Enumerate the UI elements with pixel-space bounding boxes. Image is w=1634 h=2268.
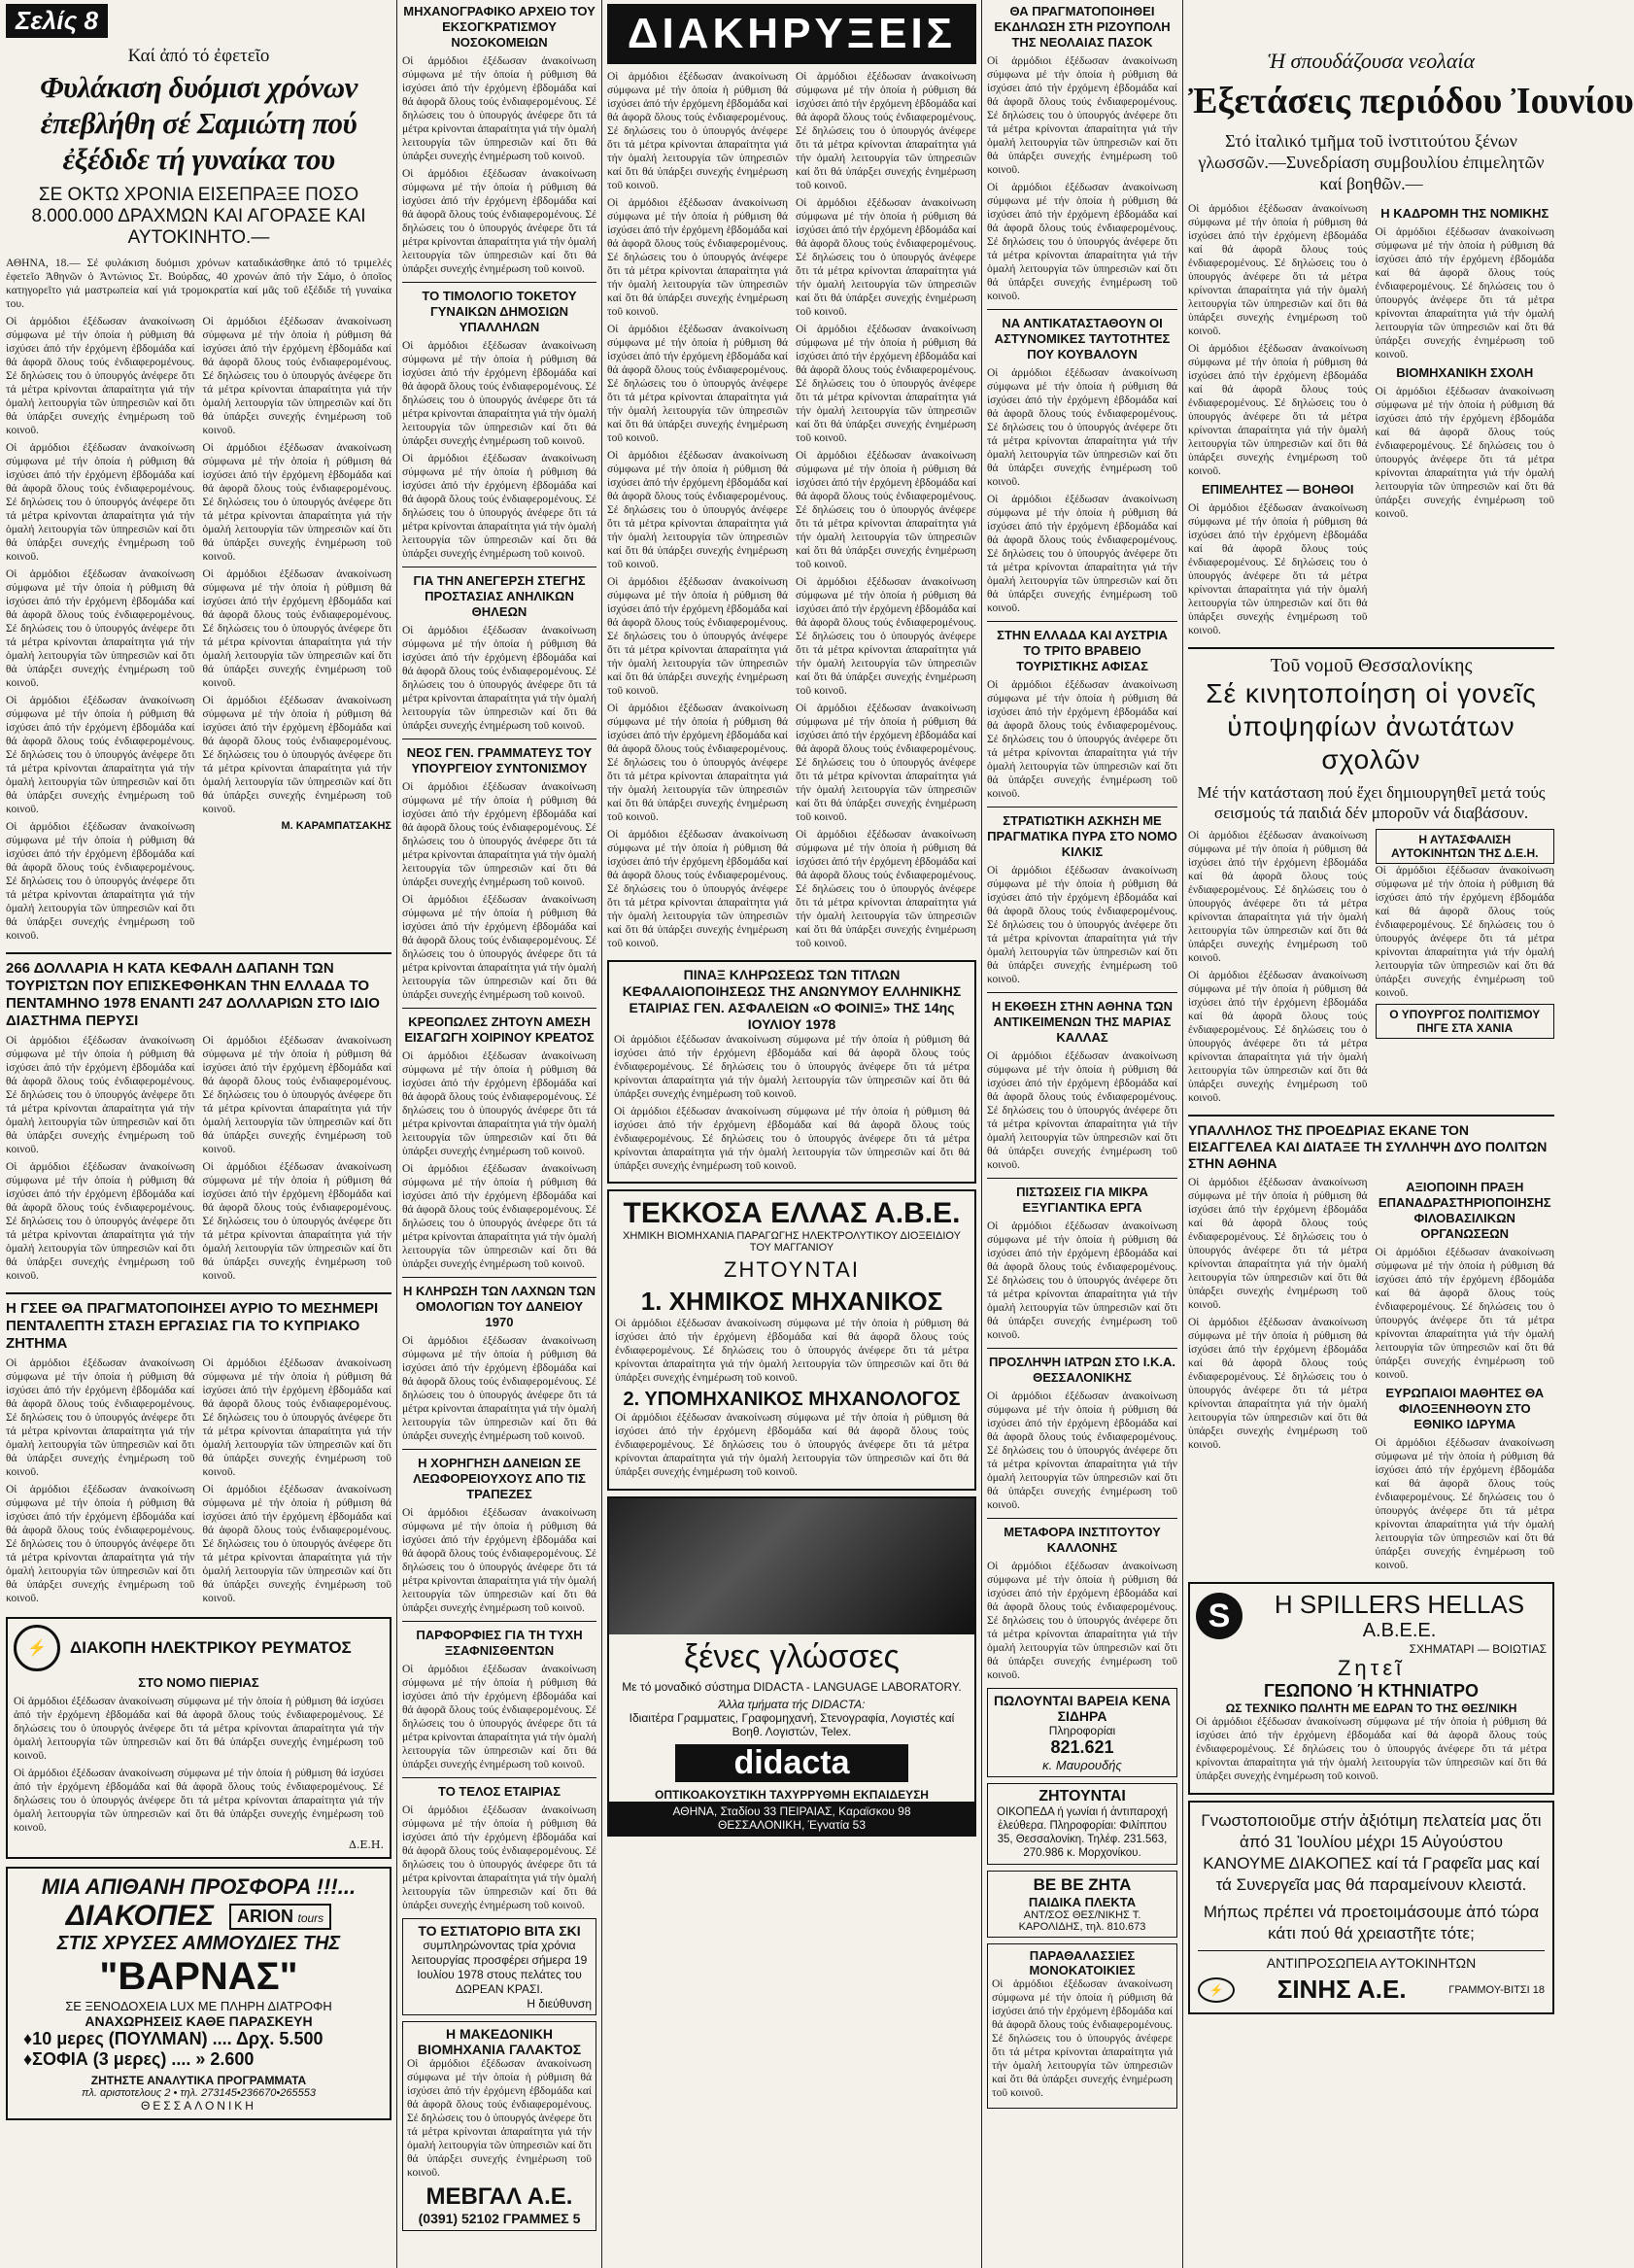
article-text: Οἱ ἀρμόδιοι ἐξέδωσαν ἀνακοίνωση σύμφωνα μέ τήν ὁποία ἡ ρύθμιση θά ἰσχύσει ἀπό τήν ἐρχόμενη ἑβδομάδα καί θά ἀφορᾶ ὅλους τούς ἐνδιαφερομένους. Σέ δηλώσεις του ὁ ὑπουργός ἀνέφερε ὅτι τά μέτρα κρίνονται ἀπαραίτητα γιά τήν ὁμαλή λειτουργία τῶν ὑπηρεσιῶν καί ὅτι θά ὑπάρξει συνεχής ἐνημέρωση τοῦ κοινοῦ. [614, 1034, 970, 1100]
dei-notice [6, 1617, 391, 1859]
article-text: Οἱ ἀρμόδιοι ἐξέδωσαν ἀνακοίνωση σύμφωνα μέ τήν ὁποία ἡ ρύθμιση θά ἰσχύσει ἀπό τήν ἐρχόμενη ἑβδομάδα καί θά ἀφορᾶ ὅλους τούς ἐνδιαφερομένους. Σέ δηλώσεις του ὁ ὑπουργός ἀνέφερε ὅτι τά μέτρα κρίνονται ἀπαραίτητα γιά τήν ὁμαλή λειτουργία τῶν ὑπηρεσιῶν καί ὅτι θά ὑπάρξει συνεχής ἐνημέρωση τοῦ κοινοῦ. [6, 1035, 195, 1155]
bebe-ad [987, 1871, 1177, 1938]
article-text: Οἱ ἀρμόδιοι ἐξέδωσαν ἀνακοίνωση σύμφωνα μέ τήν ὁποία ἡ ρύθμιση θά ἰσχύσει ἀπό τήν ἐρχόμενη ἑβδομάδα καί θά ἀφορᾶ ὅλους τούς ἐνδιαφερομένους. Σέ δηλώσεις του ὁ ὑπουργός ἀνέφερε ὅτι τά μέτρα κρίνονται ἀπαραίτητα γιά τήν ὁμαλή λειτουργία τῶν ὑπηρεσιῶν καί ὅτι θά ὑπάρξει συνεχής ἐνημέρωση τοῦ κοινοῦ. [987, 679, 1177, 800]
section-headline: ΜΕΤΑΦΟΡΑ ΙΝΣΤΙΤΟΥΤΟΥ ΚΑΛΛΟΝΗΣ [1004, 1525, 1161, 1555]
section-masthead: ΔΙΑΚΗΡΥΞΕΙΣ [607, 4, 976, 64]
article-text: Οἱ ἀρμόδιοι ἐξέδωσαν ἀνακοίνωση σύμφωνα μέ τήν ὁποία ἡ ρύθμιση θά ἰσχύσει ἀπό τήν ἐρχόμενη ἑβδομάδα καί θά ἀφορᾶ ὅλους τούς ἐνδιαφερομένους. Σέ δηλώσεις του ὁ ὑπουργός ἀνέφερε ὅτι τά μέτρα κρίνονται ἀπαραίτητα γιά τήν ὁμαλή λειτουργία τῶν ὑπηρεσιῶν καί ὅτι θά ὑπάρξει συνεχής ἐνημέρωση τοῦ κοινοῦ. [1188, 502, 1368, 636]
houses-ad [987, 1943, 1177, 2109]
section-headline: ΠΙΣΤΩΣΕΙΣ ΓΙΑ ΜΙΚΡΑ ΕΞΥΓΙΑΝΤΙΚΑ ΕΡΓΑ [1016, 1185, 1148, 1215]
article-text: Οἱ ἀρμόδιοι ἐξέδωσαν ἀνακοίνωση σύμφωνα μέ τήν ὁποία ἡ ρύθμιση θά ἰσχύσει ἀπό τήν ἐρχόμενη ἑβδομάδα καί θά ἀφορᾶ ὅλους τούς ἐνδιαφερομένους. Σέ δηλώσεις του ὁ ὑπουργός ἀνέφερε ὅτι τά μέτρα κρίνονται ἀπαραίτητα γιά τήν ὁμαλή λειτουργία τῶν ὑπηρεσιῶν καί ὅτι θά ὑπάρξει συνεχής ἐνημέρωση τοῦ κοινοῦ. [402, 340, 596, 447]
mevgal-ad [402, 2021, 596, 2231]
article-subhead: Στό ἰταλικό τμῆμα τοῦ ἰνστιτούτου ξένων γλωσσῶν.—Συνεδρίαση συμβουλίου ἐπιμελητῶν καί βοηθῶν.— [1198, 131, 1545, 193]
ad-title: Η ΜΑΚΕΔΟΝΙΚΗ ΒΙΟΜΗΧΑΝΙΑ ΓΑΛΑΚΤΟΣ [417, 2026, 582, 2057]
section-headline: ΝΕΟΣ ΓΕΝ. ΓΡΑΜΜΑΤΕΥΣ ΤΟΥ ΥΠΟΥΡΓΕΙΟΥ ΣΥΝΤΟΝΙΣΜΟΥ [406, 745, 593, 775]
ad-line: ΔΙΑΚΟΠΕΣ [65, 1900, 215, 1932]
ad-line: ΖΗΤΗΣΤΕ ΑΝΑΛΥΤΙΚΑ ΠΡΟΓΡΑΜΜΑΤΑ [90, 2074, 307, 2087]
article-text: Οἱ ἀρμόδιοι ἐξέδωσαν ἀνακοίνωση σύμφωνα μέ τήν ὁποία ἡ ρύθμιση θά ἰσχύσει ἀπό τήν ἐρχόμενη ἑβδομάδα καί θά ἀφορᾶ ὅλους τούς ἐνδιαφερομένους. Σέ δηλώσεις του ὁ ὑπουργός ἀνέφερε ὅτι τά μέτρα κρίνονται ἀπαραίτητα γιά τήν ὁμαλή λειτουργία τῶν ὑπηρεσιῶν καί ὅτι θά ὑπάρξει συνεχής ἐνημέρωση τοῦ κοινοῦ. [14, 1768, 384, 1834]
article-subhead: ΣΕ ΟΚΤΩ ΧΡΟΝΙΑ ΕΙΣΕΠΡΑΞΕ ΠΟΣΟ 8.000.000 ΔΡΑΧΜΩΝ ΚΑΙ ΑΓΟΡΑΣΕ ΚΑΙ ΑΥΤΟΚΙΝΗΤΟ.— [31, 185, 366, 248]
opel-logo-icon: ⚡ [1198, 1977, 1235, 2003]
article-text: Οἱ ἀρμόδιοι ἐξέδωσαν ἀνακοίνωση σύμφωνα μέ τήν ὁποία ἡ ρύθμιση θά ἰσχύσει ἀπό τήν ἐρχόμενη ἑβδομάδα καί θά ἀφορᾶ ὅλους τούς ἐνδιαφερομένους. Σέ δηλώσεις του ὁ ὑπουργός ἀνέφερε ὅτι τά μέτρα κρίνονται ἀπαραίτητα γιά τήν ὁμαλή λειτουργία τῶν ὑπηρεσιῶν καί ὅτι θά ὑπάρξει συνεχής ἐνημέρωση τοῦ κοινοῦ. [407, 2058, 592, 2179]
article-text: Οἱ ἀρμόδιοι ἐξέδωσαν ἀνακοίνωση σύμφωνα μέ τήν ὁποία ἡ ρύθμιση θά ἰσχύσει ἀπό τήν ἐρχόμενη ἑβδομάδα καί θά ἀφορᾶ ὅλους τούς ἐνδιαφερομένους. Σέ δηλώσεις του ὁ ὑπουργός ἀνέφερε ὅτι τά μέτρα κρίνονται ἀπαραίτητα γιά τήν ὁμαλή λειτουργία τῶν ὑπηρεσιῶν καί ὅτι θά ὑπάρξει συνεχής ἐνημέρωση τοῦ κοινοῦ. [1196, 1716, 1547, 1782]
article-text: Οἱ ἀρμόδιοι ἐξέδωσαν ἀνακοίνωση σύμφωνα μέ τήν ὁποία ἡ ρύθμιση θά ἰσχύσει ἀπό τήν ἐρχόμενη ἑβδομάδα καί θά ἀφορᾶ ὅλους τούς ἐνδιαφερομένους. Σέ δηλώσεις του ὁ ὑπουργός ἀνέφερε ὅτι τά μέτρα κρίνονται ἀπαραίτητα γιά τήν ὁμαλή λειτουργία τῶν ὑπηρεσιῶν καί ὅτι θά ὑπάρξει συνεχής ἐνημέρωση τοῦ κοινοῦ. [607, 197, 788, 318]
article-text: Οἱ ἀρμόδιοι ἐξέδωσαν ἀνακοίνωση σύμφωνα μέ τήν ὁποία ἡ ρύθμιση θά ἰσχύσει ἀπό τήν ἐρχόμενη ἑβδομάδα καί θά ἀφορᾶ ὅλους τούς ἐνδιαφερομένους. Σέ δηλώσεις του ὁ ὑπουργός ἀνέφερε ὅτι τά μέτρα κρίνονται ἀπαραίτητα γιά τήν ὁμαλή λειτουργία τῶν ὑπηρεσιῶν καί ὅτι θά ὑπάρξει συνεχής ἐνημέρωση τοῦ κοινοῦ. [6, 442, 195, 563]
ad-body: ΟΙΚΟΠΕΔΑ ή γωνίαι ή ἀντιπαροχή ἐλεύθερα. Πληροφορίαι: Φιλίππου 35, Θεσσαλονίκη. Τηλέφ. 231.563, 270.986 κ. Μορχονίκου. [997, 1806, 1168, 1859]
ad-address: ΘΕΣΣΑΛΟΝΙΚΗ, Έγνατία 53 [718, 1818, 866, 1832]
article-text: Οἱ ἀρμόδιοι ἐξέδωσαν ἀνακοίνωση σύμφωνα μέ τήν ὁποία ἡ ρύθμιση θά ἰσχύσει ἀπό τήν ἐρχόμενη ἑβδομάδα καί θά ἀφορᾶ ὅλους τούς ἐνδιαφερομένους. Σέ δηλώσεις του ὁ ὑπουργός ἀνέφερε ὅτι τά μέτρα κρίνονται ἀπαραίτητα γιά τήν ὁμαλή λειτουργία τῶν ὑπηρεσιῶν καί ὅτι θά ὑπάρξει συνεχής ἐνημέρωση τοῦ κοινοῦ. [987, 1391, 1177, 1511]
article-text: Οἱ ἀρμόδιοι ἐξέδωσαν ἀνακοίνωση σύμφωνα μέ τήν ὁποία ἡ ρύθμιση θά ἰσχύσει ἀπό τήν ἐρχόμενη ἑβδομάδα καί θά ἀφορᾶ ὅλους τούς ἐνδιαφερομένους. Σέ δηλώσεις του ὁ ὑπουργός ἀνέφερε ὅτι τά μέτρα κρίνονται ἀπαραίτητα γιά τήν ὁμαλή λειτουργία τῶν ὑπηρεσιῶν καί ὅτι θά ὑπάρξει συνεχής ἐνημέρωση τοῦ κοινοῦ. [202, 568, 391, 689]
article-text: Οἱ ἀρμόδιοι ἐξέδωσαν ἀνακοίνωση σύμφωνα μέ τήν ὁποία ἡ ρύθμιση θά ἰσχύσει ἀπό τήν ἐρχόμενη ἑβδομάδα καί θά ἀφορᾶ ὅλους τούς ἐνδιαφερομένους. Σέ δηλώσεις του ὁ ὑπουργός ἀνέφερε ὅτι τά μέτρα κρίνονται ἀπαραίτητα γιά τήν ὁμαλή λειτουργία τῶν ὑπηρεσιῶν καί ὅτι θά ὑπάρξει συνεχής ἐνημέρωση τοῦ κοινοῦ. [796, 71, 976, 191]
ad-line: ΑΝΑΧΩΡΗΣΕΙΣ ΚΑΘΕ ΠΑΡΑΣΚΕΥΗ [85, 2013, 313, 2029]
article-text: Οἱ ἀρμόδιοι ἐξέδωσαν ἀνακοίνωση σύμφωνα μέ τήν ὁποία ἡ ρύθμιση θά ἰσχύσει ἀπό τήν ἐρχόμενη ἑβδομάδα καί θά ἀφορᾶ ὅλους τούς ἐνδιαφερομένους. Σέ δηλώσεις του ὁ ὑπουργός ἀνέφερε ὅτι τά μέτρα κρίνονται ἀπαραίτητα γιά τήν ὁμαλή λειτουργία τῶν ὑπηρεσιῶν καί ὅτι θά ὑπάρξει συνεχής ἐνημέρωση τοῦ κοινοῦ. [402, 55, 596, 162]
ad-contact: ΑΝΤ/ΣΟΣ ΘΕΣ/ΝΙΚΗΣ Τ. ΚΑΡΟΛΙΔΗΣ, τηλ. 810.673 [1018, 1909, 1146, 1933]
dei-signature: Δ.Ε.Η. [348, 1838, 384, 1851]
column-2 [402, 0, 596, 2268]
arion-ad [6, 1867, 391, 2120]
article-text: Οἱ ἀρμόδιοι ἐξέδωσαν ἀνακοίνωση σύμφωνα μέ τήν ὁποία ἡ ρύθμιση θά ἰσχύσει ἀπό τήν ἐρχόμενη ἑβδομάδα καί θά ἀφορᾶ ὅλους τούς ἐνδιαφερομένους. Σέ δηλώσεις του ὁ ὑπουργός ἀνέφερε ὅτι τά μέτρα κρίνονται ἀπαραίτητα γιά τήν ὁμαλή λειτουργία τῶν ὑπηρεσιῶν καί ὅτι θά ὑπάρξει συνεχής ἐνημέρωση τοῦ κοινοῦ. [607, 829, 788, 949]
article-text: Οἱ ἀρμόδιοι ἐξέδωσαν ἀνακοίνωση σύμφωνα μέ τήν ὁποία ἡ ρύθμιση θά ἰσχύσει ἀπό τήν ἐρχόμενη ἑβδομάδα καί θά ἀφορᾶ ὅλους τούς ἐνδιαφερομένους. Σέ δηλώσεις του ὁ ὑπουργός ἀνέφερε ὅτι τά μέτρα κρίνονται ἀπαραίτητα γιά τήν ὁμαλή λειτουργία τῶν ὑπηρεσιῶν καί ὅτι θά ὑπάρξει συνεχής ἐνημέρωση τοῦ κοινοῦ. [202, 1161, 391, 1282]
article-text: Οἱ ἀρμόδιοι ἐξέδωσαν ἀνακοίνωση σύμφωνα μέ τήν ὁποία ἡ ρύθμιση θά ἰσχύσει ἀπό τήν ἐρχόμενη ἑβδομάδα καί θά ἀφορᾶ ὅλους τούς ἐνδιαφερομένους. Σέ δηλώσεις του ὁ ὑπουργός ἀνέφερε ὅτι τά μέτρα κρίνονται ἀπαραίτητα γιά τήν ὁμαλή λειτουργία τῶν ὑπηρεσιῶν καί ὅτι θά ὑπάρξει συνεχής ἐνημέρωση τοῦ κοινοῦ. [1375, 1247, 1554, 1381]
article-text: Οἱ ἀρμόδιοι ἐξέδωσαν ἀνακοίνωση σύμφωνα μέ τήν ὁποία ἡ ρύθμιση θά ἰσχύσει ἀπό τήν ἐρχόμενη ἑβδομάδα καί θά ἀφορᾶ ὅλους τούς ἐνδιαφερομένους. Σέ δηλώσεις του ὁ ὑπουργός ἀνέφερε ὅτι τά μέτρα κρίνονται ἀπαραίτητα γιά τήν ὁμαλή λειτουργία τῶν ὑπηρεσιῶν καί ὅτι θά ὑπάρξει συνεχής ἐνημέρωση τοῦ κοινοῦ. [402, 781, 596, 888]
article-text: Οἱ ἀρμόδιοι ἐξέδωσαν ἀνακοίνωση σύμφωνα μέ τήν ὁποία ἡ ρύθμιση θά ἰσχύσει ἀπό τήν ἐρχόμενη ἑβδομάδα καί θά ἀφορᾶ ὅλους τούς ἐνδιαφερομένους. Σέ δηλώσεις του ὁ ὑπουργός ἀνέφερε ὅτι τά μέτρα κρίνονται ἀπαραίτητα γιά τήν ὁμαλή λειτουργία τῶν ὑπηρεσιῶν καί ὅτι θά ὑπάρξει συνεχής ἐνημέρωση τοῦ κοινοῦ. [987, 1561, 1177, 1681]
section-headline: ΜΗΧΑΝΟΓΡΑΦΙΚΟ ΑΡΧΕΙΟ ΤΟΥ ΕΚΣΟΓΚΡΑΤΙΣΜΟΥ ΝΟΣΟΚΟΜΕΙΩΝ [403, 4, 596, 50]
article-text: Οἱ ἀρμόδιοι ἐξέδωσαν ἀνακοίνωση σύμφωνα μέ τήν ὁποία ἡ ρύθμιση θά ἰσχύσει ἀπό τήν ἐρχόμενη ἑβδομάδα καί θά ἀφορᾶ ὅλους τούς ἐνδιαφερομένους. Σέ δηλώσεις του ὁ ὑπουργός ἀνέφερε ὅτι τά μέτρα κρίνονται ἀπαραίτητα γιά τήν ὁμαλή λειτουργία τῶν ὑπηρεσιῶν καί ὅτι θά ὑπάρξει συνεχής ἐνημέρωση τοῦ κοινοῦ. [6, 568, 195, 689]
article-text: Οἱ ἀρμόδιοι ἐξέδωσαν ἀνακοίνωση σύμφωνα μέ τήν ὁποία ἡ ρύθμιση θά ἰσχύσει ἀπό τήν ἐρχόμενη ἑβδομάδα καί θά ἀφορᾶ ὅλους τούς ἐνδιαφερομένους. Σέ δηλώσεις του ὁ ὑπουργός ἀνέφερε ὅτι τά μέτρα κρίνονται ἀπαραίτητα γιά τήν ὁμαλή λειτουργία τῶν ὑπηρεσιῶν καί ὅτι θά ὑπάρξει συνεχής ἐνημέρωση τοῦ κοινοῦ. [1375, 386, 1554, 520]
article-text: Οἱ ἀρμόδιοι ἐξέδωσαν ἀνακοίνωση σύμφωνα μέ τήν ὁποία ἡ ρύθμιση θά ἰσχύσει ἀπό τήν ἐρχόμενη ἑβδομάδα καί θά ἀφορᾶ ὅλους τούς ἐνδιαφερομένους. Σέ δηλώσεις του ὁ ὑπουργός ἀνέφερε ὅτι τά μέτρα κρίνονται ἀπαραίτητα γιά τήν ὁμαλή λειτουργία τῶν ὑπηρεσιῶν καί ὅτι θά ὑπάρξει συνεχής ἐνημέρωση τοῦ κοινοῦ. [202, 1357, 391, 1478]
didacta-logo: didacta [675, 1744, 908, 1782]
section-headline: Η ΕΚΘΕΣΗ ΣΤΗΝ ΑΘΗΝΑ ΤΩΝ ΑΝΤΙΚΕΙΜΕΝΩΝ ΤΗΣ ΜΑΡΙΑΣ ΚΑΛΛΑΣ [991, 999, 1174, 1045]
article-text: Οἱ ἀρμόδιοι ἐξέδωσαν ἀνακοίνωση σύμφωνα μέ τήν ὁποία ἡ ρύθμιση θά ἰσχύσει ἀπό τήν ἐρχόμενη ἑβδομάδα καί θά ἀφορᾶ ὅλους τούς ἐνδιαφερομένους. Σέ δηλώσεις του ὁ ὑπουργός ἀνέφερε ὅτι τά μέτρα κρίνονται ἀπαραίτητα γιά τήν ὁμαλή λειτουργία τῶν ὑπηρεσιῶν καί ὅτι θά ὑπάρξει συνεχής ἐνημέρωση τοῦ κοινοῦ. [202, 1035, 391, 1155]
byline: Μ. ΚΑΡΑΜΠΑΤΣΑΚΗΣ [281, 820, 391, 832]
article-kicker: Ἡ σπουδάζουσα νεολαία [1267, 49, 1476, 73]
article-text: Οἱ ἀρμόδιοι ἐξέδωσαν ἀνακοίνωση σύμφωνα μέ τήν ὁποία ἡ ρύθμιση θά ἰσχύσει ἀπό τήν ἐρχόμενη ἑβδομάδα καί θά ἀφορᾶ ὅλους τούς ἐνδιαφερομένους. Σέ δηλώσεις του ὁ ὑπουργός ἀνέφερε ὅτι τά μέτρα κρίνονται ἀπαραίτητα γιά τήν ὁμαλή λειτουργία τῶν ὑπηρεσιῶν καί ὅτι θά ὑπάρξει συνεχής ἐνημέρωση τοῦ κοινοῦ. [796, 450, 976, 570]
article-text: Οἱ ἀρμόδιοι ἐξέδωσαν ἀνακοίνωση σύμφωνα μέ τήν ὁποία ἡ ρύθμιση θά ἰσχύσει ἀπό τήν ἐρχόμενη ἑβδομάδα καί θά ἀφορᾶ ὅλους τούς ἐνδιαφερομένους. Σέ δηλώσεις του ὁ ὑπουργός ἀνέφερε ὅτι τά μέτρα κρίνονται ἀπαραίτητα γιά τήν ὁμαλή λειτουργία τῶν ὑπηρεσιῶν καί ὅτι θά ὑπάρξει συνεχής ἐνημέρωση τοῦ κοινοῦ. [202, 316, 391, 436]
article-text: Οἱ ἀρμόδιοι ἐξέδωσαν ἀνακοίνωση σύμφωνα μέ τήν ὁποία ἡ ρύθμιση θά ἰσχύσει ἀπό τήν ἐρχόμενη ἑβδομάδα καί θά ἀφορᾶ ὅλους τούς ἐνδιαφερομένους. Σέ δηλώσεις του ὁ ὑπουργός ἀνέφερε ὅτι τά μέτρα κρίνονται ἀπαραίτητα γιά τήν ὁμαλή λειτουργία τῶν ὑπηρεσιῶν καί ὅτι θά ὑπάρξει συνεχής ἐνημέρωση τοῦ κοινοῦ. [607, 324, 788, 444]
article-text: Οἱ ἀρμόδιοι ἐξέδωσαν ἀνακοίνωση σύμφωνα μέ τήν ὁποία ἡ ρύθμιση θά ἰσχύσει ἀπό τήν ἐρχόμενη ἑβδομάδα καί θά ἀφορᾶ ὅλους τούς ἐνδιαφερομένους. Σέ δηλώσεις του ὁ ὑπουργός ἀνέφερε ὅτι τά μέτρα κρίνονται ἀπαραίτητα γιά τήν ὁμαλή λειτουργία τῶν ὑπηρεσιῶν καί ὅτι θά ὑπάρξει συνεχής ἐνημέρωση τοῦ κοινοῦ. [1188, 1317, 1368, 1451]
column-4 [987, 0, 1177, 2268]
article-text: Οἱ ἀρμόδιοι ἐξέδωσαν ἀνακοίνωση σύμφωνα μέ τήν ὁποία ἡ ρύθμιση θά ἰσχύσει ἀπό τήν ἐρχόμενη ἑβδομάδα καί θά ἀφορᾶ ὅλους τούς ἐνδιαφερομένους. Σέ δηλώσεις του ὁ ὑπουργός ἀνέφερε ὅτι τά μέτρα κρίνονται ἀπαραίτητα γιά τήν ὁμαλή λειτουργία τῶν ὑπηρεσιῶν καί ὅτι θά ὑπάρξει συνεχής ἐνημέρωση τοῦ κοινοῦ. [6, 1161, 195, 1282]
article-text: Οἱ ἀρμόδιοι ἐξέδωσαν ἀνακοίνωση σύμφωνα μέ τήν ὁποία ἡ ρύθμιση θά ἰσχύσει ἀπό τήν ἐρχόμενη ἑβδομάδα καί θά ἀφορᾶ ὅλους τούς ἐνδιαφερομένους. Σέ δηλώσεις του ὁ ὑπουργός ἀνέφερε ὅτι τά μέτρα κρίνονται ἀπαραίτητα γιά τήν ὁμαλή λειτουργία τῶν ὑπηρεσιῶν καί ὅτι θά ὑπάρξει συνεχής ἐνημέρωση τοῦ κοινοῦ. [1375, 226, 1554, 361]
boxed-headline: Ο ΥΠΟΥΡΓΟΣ ΠΟΛΙΤΙΣΜΟΥ ΠΗΓΕ ΣΤΑ ΧΑΝΙΑ [1376, 1004, 1555, 1039]
ad-job: 1. ΧΗΜΙΚΟΣ ΜΗΧΑΝΙΚΟΣ [640, 1287, 943, 1316]
ad-line: Πληροφορίαι [1048, 1724, 1116, 1737]
section-headline: ΒΙΟΜΗΧΑΝΙΚΗ ΣΧΟΛΗ [1396, 365, 1534, 380]
ad-body: Μήπως πρέπει νά προετοιμάσουμε ἀπό τώρα κάτι πού θά χρειαστῆτε τότε; [1203, 1903, 1540, 1942]
boxed-headline: Η ΑΥΤΑΣΦΑΛΙΣΗ ΑΥΤΟΚΙΝΗΤΩΝ ΤΗΣ Δ.Ε.Η. [1376, 829, 1555, 864]
section-headline: ΤΟ ΤΙΜΟΛΟΓΙΟ ΤΟΚΕΤΟΥ ΓΥΝΑΙΚΩΝ ΔΗΜΟΣΙΩΝ ΥΠΑΛΛΗΛΩΝ [422, 289, 577, 334]
gsee-headline: Η ΓΣΕΕ ΘΑ ΠΡΑΓΜΑΤΟΠΟΙΗΣΕΙ ΑΥΡΙΟ ΤΟ ΜΕΣΗΜΕΡΙ ΠΕΝΤΑΛΕΠΤΗ ΣΤΑΣΗ ΕΡΓΑΣΙΑΣ ΓΙΑ ΤΟ ΚΥΠΡΙΑΚΟ ΖΗΤΗΜΑ [6, 1300, 379, 1352]
article-text: Οἱ ἀρμόδιοι ἐξέδωσαν ἀνακοίνωση σύμφωνα μέ τήν ὁποία ἡ ρύθμιση θά ἰσχύσει ἀπό τήν ἐρχόμενη ἑβδομάδα καί θά ἀφορᾶ ὅλους τούς ἐνδιαφερομένους. Σέ δηλώσεις του ὁ ὑπουργός ἀνέφερε ὅτι τά μέτρα κρίνονται ἀπαραίτητα γιά τήν ὁμαλή λειτουργία τῶν ὑπηρεσιῶν καί ὅτι θά ὑπάρξει συνεχής ἐνημέρωση τοῦ κοινοῦ. [607, 703, 788, 823]
article-text: Οἱ ἀρμόδιοι ἐξέδωσαν ἀνακοίνωση σύμφωνα μέ τήν ὁποία ἡ ρύθμιση θά ἰσχύσει ἀπό τήν ἐρχόμενη ἑβδομάδα καί θά ἀφορᾶ ὅλους τούς ἐνδιαφερομένους. Σέ δηλώσεις του ὁ ὑπουργός ἀνέφερε ὅτι τά μέτρα κρίνονται ἀπαραίτητα γιά τήν ὁμαλή λειτουργία τῶν ὑπηρεσιῶν καί ὅτι θά ὑπάρξει συνεχής ἐνημέρωση τοῦ κοινοῦ. [402, 1507, 596, 1614]
ad-line: ΘΕΣΣΑΛΟΝΙΚΗ [141, 2099, 256, 2113]
ad-line: "ΒΑΡΝΑΣ" [99, 1955, 298, 1998]
column-5 [1188, 0, 1634, 2268]
section-headline: ΑΞΙΟΠΟΙΝΗ ΠΡΑΞΗ ΕΠΑΝΑΔΡΑΣΤΗΡΙΟΠΟΙΗΣΗΣ ΦΙΛΟΒΑΣΙΛΙΚΩΝ ΟΡΓΑΝΩΣΕΩΝ [1378, 1180, 1551, 1241]
article-text: Οἱ ἀρμόδιοι ἐξέδωσαν ἀνακοίνωση σύμφωνα μέ τήν ὁποία ἡ ρύθμιση θά ἰσχύσει ἀπό τήν ἐρχόμενη ἑβδομάδα καί θά ἀφορᾶ ὅλους τούς ἐνδιαφερομένους. Σέ δηλώσεις του ὁ ὑπουργός ἀνέφερε ὅτι τά μέτρα κρίνονται ἀπαραίτητα γιά τήν ὁμαλή λειτουργία τῶν ὑπηρεσιῶν καί ὅτι θά ὑπάρξει συνεχής ἐνημέρωση τοῦ κοινοῦ. [202, 695, 391, 815]
article-text: Οἱ ἀρμόδιοι ἐξέδωσαν ἀνακοίνωση σύμφωνα μέ τήν ὁποία ἡ ρύθμιση θά ἰσχύσει ἀπό τήν ἐρχόμενη ἑβδομάδα καί θά ἀφορᾶ ὅλους τούς ἐνδιαφερομένους. Σέ δηλώσεις του ὁ ὑπουργός ἀνέφερε ὅτι τά μέτρα κρίνονται ἀπαραίτητα γιά τήν ὁμαλή λειτουργία τῶν ὑπηρεσιῶν καί ὅτι θά ὑπάρξει συνεχής ἐνημέρωση τοῦ κοινοῦ. [1375, 865, 1554, 999]
article-text: Οἱ ἀρμόδιοι ἐξέδωσαν ἀνακοίνωση σύμφωνα μέ τήν ὁποία ἡ ρύθμιση θά ἰσχύσει ἀπό τήν ἐρχόμενη ἑβδομάδα καί θά ἀφορᾶ ὅλους τούς ἐνδιαφερομένους. Σέ δηλώσεις του ὁ ὑπουργός ἀνέφερε ὅτι τά μέτρα κρίνονται ἀπαραίτητα γιά τήν ὁμαλή λειτουργία τῶν ὑπηρεσιῶν καί ὅτι θά ὑπάρξει συνεχής ἐνημέρωση τοῦ κοινοῦ. [987, 494, 1177, 614]
ad-brand: ΜΕΒΓΑΛ Α.Ε. [426, 2183, 573, 2210]
tourism-headline: 266 ΔΟΛΛΑΡΙΑ Η ΚΑΤΑ ΚΕΦΑΛΗ ΔΑΠΑΝΗ ΤΩΝ ΤΟΥΡΙΣΤΩΝ ΠΟΥ ΕΠΙΣΚΕΦΘΗΚΑΝ ΤΗΝ ΕΛΛΑΔΑ ΤΟ ΠΕΝΤΑΜΗΝΟ 1978 ΕΝΑΝΤΙ 247 ΔΟΛΛΑΡΙΩΝ ΣΤΟ ΙΔΙΟ ΔΙΑΣΤΗΜΑ ΠΕΡΥΣΙ [6, 960, 380, 1029]
ad-phone: 821.621 [1050, 1737, 1114, 1757]
article-text: Οἱ ἀρμόδιοι ἐξέδωσαν ἀνακοίνωση σύμφωνα μέ τήν ὁποία ἡ ρύθμιση θά ἰσχύσει ἀπό τήν ἐρχόμενη ἑβδομάδα καί θά ἀφορᾶ ὅλους τούς ἐνδιαφερομένους. Σέ δηλώσεις του ὁ ὑπουργός ἀνέφερε ὅτι τά μέτρα κρίνονται ἀπαραίτητα γιά τήν ὁμαλή λειτουργία τῶν ὑπηρεσιῶν καί ὅτι θά ὑπάρξει συνεχής ἐνημέρωση τοῦ κοινοῦ. [1188, 343, 1368, 477]
column-1 [6, 0, 391, 2268]
dei-subheadline: ΣΤΟ ΝΟΜΟ ΠΙΕΡΙΑΣ [138, 1675, 259, 1690]
article-text: Οἱ ἀρμόδιοι ἐξέδωσαν ἀνακοίνωση σύμφωνα μέ τήν ὁποία ἡ ρύθμιση θά ἰσχύσει ἀπό τήν ἐρχόμενη ἑβδομάδα καί θά ἀφορᾶ ὅλους τούς ἐνδιαφερομένους. Σέ δηλώσεις του ὁ ὑπουργός ἀνέφερε ὅτι τά μέτρα κρίνονται ἀπαραίτητα γιά τήν ὁμαλή λειτουργία τῶν ὑπηρεσιῶν καί ὅτι θά ὑπάρξει συνεχής ἐνημέρωση τοῦ κοινοῦ. [607, 450, 788, 570]
article-text: Οἱ ἀρμόδιοι ἐξέδωσαν ἀνακοίνωση σύμφωνα μέ τήν ὁποία ἡ ρύθμιση θά ἰσχύσει ἀπό τήν ἐρχόμενη ἑβδομάδα καί θά ἀφορᾶ ὅλους τούς ἐνδιαφερομένους. Σέ δηλώσεις του ὁ ὑπουργός ἀνέφερε ὅτι τά μέτρα κρίνονται ἀπαραίτητα γιά τήν ὁμαλή λειτουργία τῶν ὑπηρεσιῶν καί ὅτι θά ὑπάρξει συνεχής ἐνημέρωση τοῦ κοινοῦ. [6, 821, 195, 942]
iron-ad [987, 1688, 1177, 1777]
section-headline: ΠΡΟΣΛΗΨΗ ΙΑΤΡΩΝ ΣΤΟ Ι.Κ.Α. ΘΕΣΣΑΛΟΝΙΚΗΣ [989, 1355, 1175, 1385]
section-headline: ΚΡΕΟΠΩΛΕΣ ΖΗΤΟΥΝ ΑΜΕΣΗ ΕΙΣΑΓΩΓΗ ΧΟΙΡΙΝΟΥ ΚΡΕΑΤΟΣ [404, 1014, 595, 1045]
article-text: Οἱ ἀρμόδιοι ἐξέδωσαν ἀνακοίνωση σύμφωνα μέ τήν ὁποία ἡ ρύθμιση θά ἰσχύσει ἀπό τήν ἐρχόμενη ἑβδομάδα καί θά ἀφορᾶ ὅλους τούς ἐνδιαφερομένους. Σέ δηλώσεις του ὁ ὑπουργός ἀνέφερε ὅτι τά μέτρα κρίνονται ἀπαραίτητα γιά τήν ὁμαλή λειτουργία τῶν ὑπηρεσιῶν καί ὅτι θά ὑπάρξει συνεχής ἐνημέρωση τοῦ κοινοῦ. [987, 55, 1177, 176]
section-headline: ΕΠΙΜΕΛΗΤΕΣ — ΒΟΗΘΟΙ [1201, 482, 1354, 497]
article-text: Οἱ ἀρμόδιοι ἐξέδωσαν ἀνακοίνωση σύμφωνα μέ τήν ὁποία ἡ ρύθμιση θά ἰσχύσει ἀπό τήν ἐρχόμενη ἑβδομάδα καί θά ἀφορᾶ ὅλους τούς ἐνδιαφερομένους. Σέ δηλώσεις του ὁ ὑπουργός ἀνέφερε ὅτι τά μέτρα κρίνονται ἀπαραίτητα γιά τήν ὁμαλή λειτουργία τῶν ὑπηρεσιῶν καί ὅτι θά ὑπάρξει συνεχής ἐνημέρωση τοῦ κοινοῦ. [1188, 203, 1368, 337]
section-headline: ΣΤΗΝ ΕΛΛΑΔΑ ΚΑΙ ΑΥΣΤΡΙΑ ΤΟ ΤΡΙΤΟ ΒΡΑΒΕΙΟ ΤΟΥΡΙΣΤΙΚΗΣ ΑΦΙΣΑΣ [997, 628, 1168, 673]
article-headline: Ἐξετάσεις περιόδου Ἰουνίου [1188, 81, 1634, 121]
ad-location: ΣΧΗΜΑΤΑΡΙ — ΒΟΙΩΤΙΑΣ [1409, 1642, 1547, 1656]
arion-logo: ARION tours [229, 1904, 331, 1930]
article-text: Οἱ ἀρμόδιοι ἐξέδωσαν ἀνακοίνωση σύμφωνα μέ τήν ὁποία ἡ ρύθμιση θά ἰσχύσει ἀπό τήν ἐρχόμενη ἑβδομάδα καί θά ἀφορᾶ ὅλους τούς ἐνδιαφερομένους. Σέ δηλώσεις του ὁ ὑπουργός ἀνέφερε ὅτι τά μέτρα κρίνονται ἀπαραίτητα γιά τήν ὁμαλή λειτουργία τῶν ὑπηρεσιῶν καί ὅτι θά ὑπάρξει συνεχής ἐνημέρωση τοῦ κοινοῦ. [992, 1978, 1173, 2099]
article-text: Οἱ ἀρμόδιοι ἐξέδωσαν ἀνακοίνωση σύμφωνα μέ τήν ὁποία ἡ ρύθμιση θά ἰσχύσει ἀπό τήν ἐρχόμενη ἑβδομάδα καί θά ἀφορᾶ ὅλους τούς ἐνδιαφερομένους. Σέ δηλώσεις του ὁ ὑπουργός ἀνέφερε ὅτι τά μέτρα κρίνονται ἀπαραίτητα γιά τήν ὁμαλή λειτουργία τῶν ὑπηρεσιῶν καί ὅτι θά ὑπάρξει συνεχής ἐνημέρωση τοῦ κοινοῦ. [607, 576, 788, 697]
ad-line: ΜΙΑ ΑΠΙΘΑΝΗ ΠΡΟΣΦΟΡΑ !!!... [41, 1874, 357, 1899]
page-label: Σελίς 8 [6, 4, 108, 38]
column-3 [607, 0, 976, 2268]
article-text: Οἱ ἀρμόδιοι ἐξέδωσαν ἀνακοίνωση σύμφωνα μέ τήν ὁποία ἡ ρύθμιση θά ἰσχύσει ἀπό τήν ἐρχόμενη ἑβδομάδα καί θά ἀφορᾶ ὅλους τούς ἐνδιαφερομένους. Σέ δηλώσεις του ὁ ὑπουργός ἀνέφερε ὅτι τά μέτρα κρίνονται ἀπαραίτητα γιά τήν ὁμαλή λειτουργία τῶν ὑπηρεσιῶν καί ὅτι θά ὑπάρξει συνεχής ἐνημέρωση τοῦ κοινοῦ. [987, 367, 1177, 488]
land-ad [987, 1783, 1177, 1865]
article-text: Οἱ ἀρμόδιοι ἐξέδωσαν ἀνακοίνωση σύμφωνα μέ τήν ὁποία ἡ ρύθμιση θά ἰσχύσει ἀπό τήν ἐρχόμενη ἑβδομάδα καί θά ἀφορᾶ ὅλους τούς ἐνδιαφερομένους. Σέ δηλώσεις του ὁ ὑπουργός ἀνέφερε ὅτι τά μέτρα κρίνονται ἀπαραίτητα γιά τήν ὁμαλή λειτουργία τῶν ὑπηρεσιῶν καί ὅτι θά ὑπάρξει συνεχής ἐνημέρωση τοῦ κοινοῦ. [202, 1484, 391, 1604]
ad-signature: Η διεύθυνση [527, 1997, 592, 2010]
ad-photo [609, 1498, 974, 1634]
article-text: Οἱ ἀρμόδιοι ἐξέδωσαν ἀνακοίνωση σύμφωνα μέ τήν ὁποία ἡ ρύθμιση θά ἰσχύσει ἀπό τήν ἐρχόμενη ἑβδομάδα καί θά ἀφορᾶ ὅλους τούς ἐνδιαφερομένους. Σέ δηλώσεις του ὁ ὑπουργός ἀνέφερε ὅτι τά μέτρα κρίνονται ἀπαραίτητα γιά τήν ὁμαλή λειτουργία τῶν ὑπηρεσιῶν καί ὅτι θά ὑπάρξει συνεχής ἐνημέρωση τοῦ κοινοῦ. [1375, 1437, 1554, 1571]
ad-contact: κ. Μαυρουδής [1042, 1758, 1122, 1772]
section-headline: ΝΑ ΑΝΤΙΚΑΤΑΣΤΑΘΟΥΝ ΟΙ ΑΣΤΥΝΟΜΙΚΕΣ ΤΑΥΤΟΤΗΤΕΣ ΠΟΥ ΚΟΥΒΑΛΟΥΝ [994, 316, 1171, 361]
ad-line: ΣΕ ΞΕΝΟΔΟΧΕΙΑ LUX ΜΕ ΠΛΗΡΗ ΔΙΑΤΡΟΦΗ [65, 1999, 332, 2013]
ad-title: ξένες γλώσσες [684, 1638, 900, 1675]
ad-line: ΣΤΙΣ ΧΡΥΣΕΣ ΑΜΜΟΥΔΙΕΣ ΤΗΣ [56, 1933, 341, 1954]
article-headline: Φυλάκιση δυόμισι χρόνων ἐπεβλήθη σέ Σαμιώτη πού ἐξέδιδε τή γυναίκα του [40, 70, 357, 176]
ad-address: ΑΘΗΝΑ, Σταδίου 33 ΠΕΙΡΑΙΑΣ, Καραϊσκου 98 [672, 1804, 911, 1818]
article-text: Οἱ ἀρμόδιοι ἐξέδωσαν ἀνακοίνωση σύμφωνα μέ τήν ὁποία ἡ ρύθμιση θά ἰσχύσει ἀπό τήν ἐρχόμενη ἑβδομάδα καί θά ἀφορᾶ ὅλους τούς ἐνδιαφερομένους. Σέ δηλώσεις του ὁ ὑπουργός ἀνέφερε ὅτι τά μέτρα κρίνονται ἀπαραίτητα γιά τήν ὁμαλή λειτουργία τῶν ὑπηρεσιῶν καί ὅτι θά ὑπάρξει συνεχής ἐνημέρωση τοῦ κοινοῦ. [6, 316, 195, 436]
article-text: Οἱ ἀρμόδιοι ἐξέδωσαν ἀνακοίνωση σύμφωνα μέ τήν ὁποία ἡ ρύθμιση θά ἰσχύσει ἀπό τήν ἐρχόμενη ἑβδομάδα καί θά ἀφορᾶ ὅλους τούς ἐνδιαφερομένους. Σέ δηλώσεις του ὁ ὑπουργός ἀνέφερε ὅτι τά μέτρα κρίνονται ἀπαραίτητα γιά τήν ὁμαλή λειτουργία τῶν ὑπηρεσιῶν καί ὅτι θά ὑπάρξει συνεχής ἐνημέρωση τοῦ κοινοῦ. [402, 168, 596, 275]
article-text: Οἱ ἀρμόδιοι ἐξέδωσαν ἀνακοίνωση σύμφωνα μέ τήν ὁποία ἡ ρύθμιση θά ἰσχύσει ἀπό τήν ἐρχόμενη ἑβδομάδα καί θά ἀφορᾶ ὅλους τούς ἐνδιαφερομένους. Σέ δηλώσεις του ὁ ὑπουργός ἀνέφερε ὅτι τά μέτρα κρίνονται ἀπαραίτητα γιά τήν ὁμαλή λειτουργία τῶν ὑπηρεσιῶν καί ὅτι θά ὑπάρξει συνεχής ἐνημέρωση τοῦ κοινοῦ. [987, 1220, 1177, 1341]
ad-brand: ΤΕΚΚΟΣΑ ΕΛΛΑΣ Α.Β.Ε. [623, 1197, 961, 1229]
didacta-ad [607, 1496, 976, 1837]
article-text: Οἱ ἀρμόδιοι ἐξέδωσαν ἀνακοίνωση σύμφωνα μέ τήν ὁποία ἡ ρύθμιση θά ἰσχύσει ἀπό τήν ἐρχόμενη ἑβδομάδα καί θά ἀφορᾶ ὅλους τούς ἐνδιαφερομένους. Σέ δηλώσεις του ὁ ὑπουργός ἀνέφερε ὅτι τά μέτρα κρίνονται ἀπαραίτητα γιά τήν ὁμαλή λειτουργία τῶν ὑπηρεσιῶν καί ὅτι θά ὑπάρξει συνεχής ἐνημέρωση τοῦ κοινοῦ. [14, 1696, 384, 1762]
ad-offer: ♦10 μερες (ΠΟΥΛΜΑΝ) .... Δρχ. 5.500 [23, 2029, 323, 2048]
lottery-headline: ΠΙΝΑΞ ΚΛΗΡΩΣΕΩΣ ΤΩΝ ΤΙΤΛΩΝ ΚΕΦΑΛΑΙΟΠΟΙΗΣΕΩΣ ΤΗΣ ΑΝΩΝΥΜΟΥ ΕΛΛΗΝΙΚΗΣ ΕΤΑΙΡΙΑΣ ΓΕΝ. ΑΣΦΑΛΕΙΩΝ «Ο ΦΟΙΝΙΞ» ΤΗΣ 14ης ΙΟΥΛΙΟΥ 1978 [622, 967, 962, 1032]
article-subhead: Μέ τήν κατάσταση πού ἔχει δημιουργηθεῖ μετά τούς σεισμούς τά παιδιά δέν μποροῦν νά διαβάσουν. [1197, 783, 1546, 822]
ad-body: Γνωστοποιοῦμε στήν ἀξιότιμη πελατεία μας ὅτι ἀπό 31 Ἰουλίου μέχρι 15 Αὐγούστου ΚΑΝΟΥΜΕ ΔΙΑΚΟΠΕΣ καί τά Γραφεῖα μας καί τά Συνεργεῖα μας θά παραμείνουν κλειστά. [1201, 1811, 1542, 1894]
article-text: Οἱ ἀρμόδιοι ἐξέδωσαν ἀνακοίνωση σύμφωνα μέ τήν ὁποία ἡ ρύθμιση θά ἰσχύσει ἀπό τήν ἐρχόμενη ἑβδομάδα καί θά ἀφορᾶ ὅλους τούς ἐνδιαφερομένους. Σέ δηλώσεις του ὁ ὑπουργός ἀνέφερε ὅτι τά μέτρα κρίνονται ἀπαραίτητα γιά τήν ὁμαλή λειτουργία τῶν ὑπηρεσιῶν καί ὅτι θά ὑπάρξει συνεχής ἐνημέρωση τοῦ κοινοῦ. [796, 703, 976, 823]
article-text: Οἱ ἀρμόδιοι ἐξέδωσαν ἀνακοίνωση σύμφωνα μέ τήν ὁποία ἡ ρύθμιση θά ἰσχύσει ἀπό τήν ἐρχόμενη ἑβδομάδα καί θά ἀφορᾶ ὅλους τούς ἐνδιαφερομένους. Σέ δηλώσεις του ὁ ὑπουργός ἀνέφερε ὅτι τά μέτρα κρίνονται ἀπαραίτητα γιά τήν ὁμαλή λειτουργία τῶν ὑπηρεσιῶν καί ὅτι θά ὑπάρξει συνεχής ἐνημέρωση τοῦ κοινοῦ. [987, 1050, 1177, 1171]
dei-logo-icon: ⚡ [14, 1625, 60, 1671]
ad-body: Άλλα τμήματα τής DIDACTA: [718, 1698, 866, 1711]
ad-body: Ιδιαιτέρα Γραμματεις, Γραφομηχανή, Στενογραφία, Λογιστές καί Βοηθ. Λογιστών, Telex. [629, 1711, 955, 1738]
spillers-ad [1188, 1582, 1554, 1795]
ad-address: ΓΡΑΜΜΟΥ-ΒΙΤΣΙ 18 [1448, 1983, 1545, 1996]
article-text: Οἱ ἀρμόδιοι ἐξέδωσαν ἀνακοίνωση σύμφωνα μέ τήν ὁποία ἡ ρύθμιση θά ἰσχύσει ἀπό τήν ἐρχόμενη ἑβδομάδα καί θά ἀφορᾶ ὅλους τούς ἐνδιαφερομένους. Σέ δηλώσεις του ὁ ὑπουργός ἀνέφερε ὅτι τά μέτρα κρίνονται ἀπαραίτητα γιά τήν ὁμαλή λειτουργία τῶν ὑπηρεσιῶν καί ὅτι θά ὑπάρξει συνεχής ἐνημέρωση τοῦ κοινοῦ. [202, 442, 391, 563]
ad-title: ΠΑΡΑΘΑΛΑΣΣΙΕΣ ΜΟΝΟΚΑΤΟΙΚΙΕΣ [1029, 1948, 1136, 1977]
article-text: Οἱ ἀρμόδιοι ἐξέδωσαν ἀνακοίνωση σύμφωνα μέ τήν ὁποία ἡ ρύθμιση θά ἰσχύσει ἀπό τήν ἐρχόμενη ἑβδομάδα καί θά ἀφορᾶ ὅλους τούς ἐνδιαφερομένους. Σέ δηλώσεις του ὁ ὑπουργός ἀνέφερε ὅτι τά μέτρα κρίνονται ἀπαραίτητα γιά τήν ὁμαλή λειτουργία τῶν ὑπηρεσιῶν καί ὅτι θά ὑπάρξει συνεχής ἐνημέρωση τοῦ κοινοῦ. [796, 576, 976, 697]
sinis-ad [1188, 1801, 1554, 2014]
article-text: Οἱ ἀρμόδιοι ἐξέδωσαν ἀνακοίνωση σύμφωνα μέ τήν ὁποία ἡ ρύθμιση θά ἰσχύσει ἀπό τήν ἐρχόμενη ἑβδομάδα καί θά ἀφορᾶ ὅλους τούς ἐνδιαφερομένους. Σέ δηλώσεις του ὁ ὑπουργός ἀνέφερε ὅτι τά μέτρα κρίνονται ἀπαραίτητα γιά τήν ὁμαλή λειτουργία τῶν ὑπηρεσιῶν καί ὅτι θά ὑπάρξει συνεχής ἐνημέρωση τοῦ κοινοῦ. [402, 625, 596, 732]
article-text: Οἱ ἀρμόδιοι ἐξέδωσαν ἀνακοίνωση σύμφωνα μέ τήν ὁποία ἡ ρύθμιση θά ἰσχύσει ἀπό τήν ἐρχόμενη ἑβδομάδα καί θά ἀφορᾶ ὅλους τούς ἐνδιαφερομένους. Σέ δηλώσεις του ὁ ὑπουργός ἀνέφερε ὅτι τά μέτρα κρίνονται ἀπαραίτητα γιά τήν ὁμαλή λειτουργία τῶν ὑπηρεσιῶν καί ὅτι θά ὑπάρξει συνεχής ἐνημέρωση τοῦ κοινοῦ. [615, 1318, 969, 1384]
ad-job: 2. ΥΠΟΜΗΧΑΝΙΚΟΣ ΜΗΧΑΝΟΛΟΓΟΣ [623, 1389, 961, 1410]
article-text: Οἱ ἀρμόδιοι ἐξέδωσαν ἀνακοίνωση σύμφωνα μέ τήν ὁποία ἡ ρύθμιση θά ἰσχύσει ἀπό τήν ἐρχόμενη ἑβδομάδα καί θά ἀφορᾶ ὅλους τούς ἐνδιαφερομένους. Σέ δηλώσεις του ὁ ὑπουργός ἀνέφερε ὅτι τά μέτρα κρίνονται ἀπαραίτητα γιά τήν ὁμαλή λειτουργία τῶν ὑπηρεσιῶν καί ὅτι θά ὑπάρξει συνεχής ἐνημέρωση τοῦ κοινοῦ. [796, 829, 976, 949]
ad-line: πλ. αριστοτελους 2 • τηλ. 273145•236670•265553 [82, 2087, 316, 2099]
article-text: Οἱ ἀρμόδιοι ἐξέδωσαν ἀνακοίνωση σύμφωνα μέ τήν ὁποία ἡ ρύθμιση θά ἰσχύσει ἀπό τήν ἐρχόμενη ἑβδομάδα καί θά ἀφορᾶ ὅλους τούς ἐνδιαφερομένους. Σέ δηλώσεις του ὁ ὑπουργός ἀνέφερε ὅτι τά μέτρα κρίνονται ἀπαραίτητα γιά τήν ὁμαλή λειτουργία τῶν ὑπηρεσιῶν καί ὅτι θά ὑπάρξει συνεχής ἐνημέρωση τοῦ κοινοῦ. [402, 453, 596, 560]
wide-headline: ΥΠΑΛΛΗΛΟΣ ΤΗΣ ΠΡΟΕΔΡΙΑΣ ΕΚΑΝΕ ΤΟΝ ΕΙΣΑΓΓΕΛΕΑ ΚΑΙ ΔΙΑΤΑΞΕ ΤΗ ΣΥΛΛΗΨΗ ΔΥΟ ΠΟΛΙΤΩΝ ΣΤΗΝ ΑΘΗΝΑ [1188, 1122, 1548, 1171]
dei-headline: ΔΙΑΚΟΠΗ ΗΛΕΚΤΡΙΚΟΥ ΡΕΥΜΑΤΟΣ [70, 1638, 352, 1657]
article-kicker: Καί ἀπό τό ἐφετεῖο [127, 46, 270, 66]
article-text: Οἱ ἀρμόδιοι ἐξέδωσαν ἀνακοίνωση σύμφωνα μέ τήν ὁποία ἡ ρύθμιση θά ἰσχύσει ἀπό τήν ἐρχόμενη ἑβδομάδα καί θά ἀφορᾶ ὅλους τούς ἐνδιαφερομένους. Σέ δηλώσεις του ὁ ὑπουργός ἀνέφερε ὅτι τά μέτρα κρίνονται ἀπαραίτητα γιά τήν ὁμαλή λειτουργία τῶν ὑπηρεσιῶν καί ὅτι θά ὑπάρξει συνεχής ἐνημέρωση τοῦ κοινοῦ. [1188, 970, 1368, 1104]
ad-firm: ΑΝΤΙΠΡΟΣΩΠΕΙΑ ΑΥΤΟΚΙΝΗΤΩΝ [1198, 1950, 1545, 1971]
article-text: Οἱ ἀρμόδιοι ἐξέδωσαν ἀνακοίνωση σύμφωνα μέ τήν ὁποία ἡ ρύθμιση θά ἰσχύσει ἀπό τήν ἐρχόμενη ἑβδομάδα καί θά ἀφορᾶ ὅλους τούς ἐνδιαφερομένους. Σέ δηλώσεις του ὁ ὑπουργός ἀνέφερε ὅτι τά μέτρα κρίνονται ἀπαραίτητα γιά τήν ὁμαλή λειτουργία τῶν ὑπηρεσιῶν καί ὅτι θά ὑπάρξει συνεχής ἐνημέρωση τοῦ κοινοῦ. [402, 1664, 596, 1770]
ad-sub: ΧΗΜΙΚΗ ΒΙΟΜΗΧΑΝΙΑ ΠΑΡΑΓΩΓΗΣ ΗΛΕΚΤΡΟΛΥΤΙΚΟΥ ΔΙΟΞΕΙΔΙΟΥ ΤΟΥ ΜΑΓΓΑΝΙΟΥ [623, 1230, 961, 1254]
article-text: Οἱ ἀρμόδιοι ἐξέδωσαν ἀνακοίνωση σύμφωνα μέ τήν ὁποία ἡ ρύθμιση θά ἰσχύσει ἀπό τήν ἐρχόμενη ἑβδομάδα καί θά ἀφορᾶ ὅλους τούς ἐνδιαφερομένους. Σέ δηλώσεις του ὁ ὑπουργός ἀνέφερε ὅτι τά μέτρα κρίνονται ἀπαραίτητα γιά τήν ὁμαλή λειτουργία τῶν ὑπηρεσιῶν καί ὅτι θά ὑπάρξει συνεχής ἐνημέρωση τοῦ κοινοῦ. [987, 182, 1177, 302]
article-text: Οἱ ἀρμόδιοι ἐξέδωσαν ἀνακοίνωση σύμφωνα μέ τήν ὁποία ἡ ρύθμιση θά ἰσχύσει ἀπό τήν ἐρχόμενη ἑβδομάδα καί θά ἀφορᾶ ὅλους τούς ἐνδιαφερομένους. Σέ δηλώσεις του ὁ ὑπουργός ἀνέφερε ὅτι τά μέτρα κρίνονται ἀπαραίτητα γιά τήν ὁμαλή λειτουργία τῶν ὑπηρεσιῶν καί ὅτι θά ὑπάρξει συνεχής ἐνημέρωση τοῦ κοινοῦ. [1188, 1177, 1368, 1311]
article-text: Οἱ ἀρμόδιοι ἐξέδωσαν ἀνακοίνωση σύμφωνα μέ τήν ὁποία ἡ ρύθμιση θά ἰσχύσει ἀπό τήν ἐρχόμενη ἑβδομάδα καί θά ἀφορᾶ ὅλους τούς ἐνδιαφερομένους. Σέ δηλώσεις του ὁ ὑπουργός ἀνέφερε ὅτι τά μέτρα κρίνονται ἀπαραίτητα γιά τήν ὁμαλή λειτουργία τῶν ὑπηρεσιῶν καί ὅτι θά ὑπάρξει συνεχής ἐνημέρωση τοῦ κοινοῦ. [614, 1106, 970, 1172]
spillers-logo-icon: S [1196, 1593, 1243, 1639]
ad-brand: ΣΙΝΗΣ Α.Ε. [1277, 1975, 1407, 2004]
article-text: Οἱ ἀρμόδιοι ἐξέδωσαν ἀνακοίνωση σύμφωνα μέ τήν ὁποία ἡ ρύθμιση θά ἰσχύσει ἀπό τήν ἐρχόμενη ἑβδομάδα καί θά ἀφορᾶ ὅλους τούς ἐνδιαφερομένους. Σέ δηλώσεις του ὁ ὑπουργός ἀνέφερε ὅτι τά μέτρα κρίνονται ἀπαραίτητα γιά τήν ὁμαλή λειτουργία τῶν ὑπηρεσιῶν καί ὅτι θά ὑπάρξει συνεχής ἐνημέρωση τοῦ κοινοῦ. [615, 1412, 969, 1478]
section-headline: ΤΟ ΤΕΛΟΣ ΕΤΑΙΡΙΑΣ [437, 1784, 561, 1799]
ad-title: ΤΟ ΕΣΤΙΑΤΟΡΙΟ ΒΙΤΑ ΣΚΙ [418, 1923, 581, 1939]
article-text: Οἱ ἀρμόδιοι ἐξέδωσαν ἀνακοίνωση σύμφωνα μέ τήν ὁποία ἡ ρύθμιση θά ἰσχύσει ἀπό τήν ἐρχόμενη ἑβδομάδα καί θά ἀφορᾶ ὅλους τούς ἐνδιαφερομένους. Σέ δηλώσεις του ὁ ὑπουργός ἀνέφερε ὅτι τά μέτρα κρίνονται ἀπαραίτητα γιά τήν ὁμαλή λειτουργία τῶν ὑπηρεσιῶν καί ὅτι θά ὑπάρξει συνεχής ἐνημέρωση τοῦ κοινοῦ. [402, 1050, 596, 1157]
section-headline: Η ΚΛΗΡΩΣΗ ΤΩΝ ΛΑΧΝΩΝ ΤΩΝ ΟΜΟΛΟΓΙΩΝ ΤΟΥ ΔΑΝΕΙΟΥ 1970 [402, 1284, 596, 1329]
article-text: Οἱ ἀρμόδιοι ἐξέδωσαν ἀνακοίνωση σύμφωνα μέ τήν ὁποία ἡ ρύθμιση θά ἰσχύσει ἀπό τήν ἐρχόμενη ἑβδομάδα καί θά ἀφορᾶ ὅλους τούς ἐνδιαφερομένους. Σέ δηλώσεις του ὁ ὑπουργός ἀνέφερε ὅτι τά μέτρα κρίνονται ἀπαραίτητα γιά τήν ὁμαλή λειτουργία τῶν ὑπηρεσιῶν καί ὅτι θά ὑπάρξει συνεχής ἐνημέρωση τοῦ κοινοῦ. [796, 324, 976, 444]
ad-brand-sub: Α.Β.Ε.Ε. [1362, 1620, 1437, 1641]
ad-job: ΓΕΩΠΟΝΟ Ή ΚΤΗΝΙΑΤΡΟ [1263, 1681, 1480, 1701]
restaurant-ad [402, 1918, 596, 2015]
section-headline: ΠΑΡΦΟΡΦΙΕΣ ΓΙΑ ΤΗ ΤΥΧΗ ΞΣΑΦΝΙΣΘΕΝΤΩΝ [416, 1628, 583, 1658]
section-headline: Η ΚΑΔΡΟΜΗ ΤΗΣ ΝΟΜΙΚΗΣ [1380, 206, 1549, 221]
ad-want: Ζητεῖ [1337, 1656, 1406, 1680]
section-headline: ΓΙΑ ΤΗΝ ΑΝΕΓΕΡΣΗ ΣΤΕΓΗΣ ΠΡΟΣΤΑΣΙΑΣ ΑΝΗΛΙΚΩΝ ΘΗΛΕΩΝ [413, 573, 586, 619]
ad-tag: ΟΠΤΙΚΟΑΚΟΥΣΤΙΚΗ ΤΑΧΥΡΡΥΘΜΗ ΕΚΠΑΙΔΕΥΣΗ [655, 1788, 929, 1802]
ad-offer: ♦ΣΟΦΙΑ (3 μερες) .... » 2.600 [23, 2049, 255, 2069]
article-text: Οἱ ἀρμόδιοι ἐξέδωσαν ἀνακοίνωση σύμφωνα μέ τήν ὁποία ἡ ρύθμιση θά ἰσχύσει ἀπό τήν ἐρχόμενη ἑβδομάδα καί θά ἀφορᾶ ὅλους τούς ἐνδιαφερομένους. Σέ δηλώσεις του ὁ ὑπουργός ἀνέφερε ὅτι τά μέτρα κρίνονται ἀπαραίτητα γιά τήν ὁμαλή λειτουργία τῶν ὑπηρεσιῶν καί ὅτι θά ὑπάρξει συνεχής ἐνημέρωση τοῦ κοινοῦ. [796, 197, 976, 318]
section-headline: ΕΥΡΩΠΑΙΟΙ ΜΑΘΗΤΕΣ ΘΑ ΦΙΛΟΞΕΝΗΘΟΥΝ ΣΤΟ ΕΘΝΙΚΟ ΙΔΡΥΜΑ [1385, 1386, 1545, 1431]
ad-brand: Η SPILLERS HELLAS [1274, 1590, 1525, 1619]
article-body: ΑΘΗΝΑ, 18.— Σέ φυλάκιση δυόμισι χρόνων καταδικάσθηκε ἀπό τό τριμελές ἐφετεῖο Ἀθηνῶν ὁ Ἀντώνιος Στ. Βούρδας, 40 χρονών ἀπό τήν Σάμο, ὁ ὁποῖος κατηγορεῖτο γιά μαστρωπεία καί γιά τρομοκρατία καί μᾶς τοῦ ἐξέδιδε τή γυναίκα του. [6, 258, 391, 310]
phoenix-lottery [607, 960, 976, 1184]
section-headline: ΣΤΡΑΤΙΩΤΙΚΗ ΑΣΚΗΣΗ ΜΕ ΠΡΑΓΜΑΤΙΚΑ ΠΥΡΑ ΣΤΟ ΝΟΜΟ ΚΙΛΚΙΣ [987, 813, 1177, 859]
article-text: Οἱ ἀρμόδιοι ἐξέδωσαν ἀνακοίνωση σύμφωνα μέ τήν ὁποία ἡ ρύθμιση θά ἰσχύσει ἀπό τήν ἐρχόμενη ἑβδομάδα καί θά ἀφορᾶ ὅλους τούς ἐνδιαφερομένους. Σέ δηλώσεις του ὁ ὑπουργός ἀνέφερε ὅτι τά μέτρα κρίνονται ἀπαραίτητα γιά τήν ὁμαλή λειτουργία τῶν ὑπηρεσιῶν καί ὅτι θά ὑπάρξει συνεχής ἐνημέρωση τοῦ κοινοῦ. [1188, 830, 1368, 964]
article-text: Οἱ ἀρμόδιοι ἐξέδωσαν ἀνακοίνωση σύμφωνα μέ τήν ὁποία ἡ ρύθμιση θά ἰσχύσει ἀπό τήν ἐρχόμενη ἑβδομάδα καί θά ἀφορᾶ ὅλους τούς ἐνδιαφερομένους. Σέ δηλώσεις του ὁ ὑπουργός ἀνέφερε ὅτι τά μέτρα κρίνονται ἀπαραίτητα γιά τήν ὁμαλή λειτουργία τῶν ὑπηρεσιῶν καί ὅτι θά ὑπάρξει συνεχής ἐνημέρωση τοῦ κοινοῦ. [402, 1804, 596, 1911]
ad-job: ΩΣ ΤΕΧΝΙΚΟ ΠΩΛΗΤΗ ΜΕ ΕΔΡΑΝ ΤΟ ΤΗΣ ΘΕΣ/ΝΙΚΗ [1225, 1701, 1517, 1715]
ad-body: ΠΑΙΔΙΚΑ ΠΛΕΚΤΑ [1028, 1895, 1137, 1909]
section-headline: Η ΧΟΡΗΓΗΣΗ ΔΑΝΕΙΩΝ ΣΕ ΛΕΩΦΟΡΕΙΟΥΧΟΥΣ ΑΠΟ ΤΙΣ ΤΡΑΠΕΖΕΣ [413, 1456, 586, 1501]
ad-body: Με τό μοναδικό σύστημα DIDACTA - LANGUAGE LABORATORY. [622, 1680, 962, 1694]
article-text: Οἱ ἀρμόδιοι ἐξέδωσαν ἀνακοίνωση σύμφωνα μέ τήν ὁποία ἡ ρύθμιση θά ἰσχύσει ἀπό τήν ἐρχόμενη ἑβδομάδα καί θά ἀφορᾶ ὅλους τούς ἐνδιαφερομένους. Σέ δηλώσεις του ὁ ὑπουργός ἀνέφερε ὅτι τά μέτρα κρίνονται ἀπαραίτητα γιά τήν ὁμαλή λειτουργία τῶν ὑπηρεσιῶν καί ὅτι θά ὑπάρξει συνεχής ἐνημέρωση τοῦ κοινοῦ. [987, 865, 1177, 985]
ad-title: ΖΗΤΟΥΝΤΑΙ [1038, 1788, 1126, 1804]
article-text: Οἱ ἀρμόδιοι ἐξέδωσαν ἀνακοίνωση σύμφωνα μέ τήν ὁποία ἡ ρύθμιση θά ἰσχύσει ἀπό τήν ἐρχόμενη ἑβδομάδα καί θά ἀφορᾶ ὅλους τούς ἐνδιαφερομένους. Σέ δηλώσεις του ὁ ὑπουργός ἀνέφερε ὅτι τά μέτρα κρίνονται ἀπαραίτητα γιά τήν ὁμαλή λειτουργία τῶν ὑπηρεσιῶν καί ὅτι θά ὑπάρξει συνεχής ἐνημέρωση τοῦ κοινοῦ. [402, 1335, 596, 1442]
teckosa-ad [607, 1189, 976, 1491]
article-text: Οἱ ἀρμόδιοι ἐξέδωσαν ἀνακοίνωση σύμφωνα μέ τήν ὁποία ἡ ρύθμιση θά ἰσχύσει ἀπό τήν ἐρχόμενη ἑβδομάδα καί θά ἀφορᾶ ὅλους τούς ἐνδιαφερομένους. Σέ δηλώσεις του ὁ ὑπουργός ἀνέφερε ὅτι τά μέτρα κρίνονται ἀπαραίτητα γιά τήν ὁμαλή λειτουργία τῶν ὑπηρεσιῶν καί ὅτι θά ὑπάρξει συνεχής ἐνημέρωση τοῦ κοινοῦ. [402, 894, 596, 1001]
ad-phone: (0391) 52102 ΓΡΑΜΜΕΣ 5 [418, 2211, 581, 2226]
article-text: Οἱ ἀρμόδιοι ἐξέδωσαν ἀνακοίνωση σύμφωνα μέ τήν ὁποία ἡ ρύθμιση θά ἰσχύσει ἀπό τήν ἐρχόμενη ἑβδομάδα καί θά ἀφορᾶ ὅλους τούς ἐνδιαφερομένους. Σέ δηλώσεις του ὁ ὑπουργός ἀνέφερε ὅτι τά μέτρα κρίνονται ἀπαραίτητα γιά τήν ὁμαλή λειτουργία τῶν ὑπηρεσιῶν καί ὅτι θά ὑπάρξει συνεχής ἐνημέρωση τοῦ κοινοῦ. [6, 695, 195, 815]
article-text: Οἱ ἀρμόδιοι ἐξέδωσαν ἀνακοίνωση σύμφωνα μέ τήν ὁποία ἡ ρύθμιση θά ἰσχύσει ἀπό τήν ἐρχόμενη ἑβδομάδα καί θά ἀφορᾶ ὅλους τούς ἐνδιαφερομένους. Σέ δηλώσεις του ὁ ὑπουργός ἀνέφερε ὅτι τά μέτρα κρίνονται ἀπαραίτητα γιά τήν ὁμαλή λειτουργία τῶν ὑπηρεσιῶν καί ὅτι θά ὑπάρξει συνεχής ἐνημέρωση τοῦ κοινοῦ. [6, 1484, 195, 1604]
ad-title: ΒΕ ΒΕ ΖΗΤΑ [1033, 1875, 1132, 1894]
article-text: Οἱ ἀρμόδιοι ἐξέδωσαν ἀνακοίνωση σύμφωνα μέ τήν ὁποία ἡ ρύθμιση θά ἰσχύσει ἀπό τήν ἐρχόμενη ἑβδομάδα καί θά ἀφορᾶ ὅλους τούς ἐνδιαφερομένους. Σέ δηλώσεις του ὁ ὑπουργός ἀνέφερε ὅτι τά μέτρα κρίνονται ἀπαραίτητα γιά τήν ὁμαλή λειτουργία τῶν ὑπηρεσιῶν καί ὅτι θά ὑπάρξει συνεχής ἐνημέρωση τοῦ κοινοῦ. [402, 1163, 596, 1270]
section-headline: ΘΑ ΠΡΑΓΜΑΤΟΠΟΙΗΘΕΙ ΕΚΔΗΛΩΣΗ ΣΤΗ ΡΙΖΟΥΠΟΛΗ ΤΗΣ ΝΕΟΛΑΙΑΣ ΠΑΣΟΚ [994, 4, 1171, 50]
ad-want: ΖΗΤΟΥΝΤΑΙ [724, 1257, 860, 1282]
ad-body: συμπληρώνοντας τρία χρόνια λειτουργίας προσφέρει σήμερα 19 Ιουλίου 1978 στους πελάτες του ΔΩΡΕΑΝ ΚΡΑΣΙ. [411, 1939, 588, 1996]
ad-title: ΠΩΛΟΥΝΤΑΙ ΒΑΡΕΙΑ ΚΕΝΑ ΣΙΔΗΡΑ [993, 1693, 1172, 1724]
article-kicker: Τοῦ νομοῦ Θεσσαλονίκης [1270, 655, 1473, 676]
article-headline: Σέ κινητοποίηση οἱ γονεῖς ὑποψηφίων ἀνωτάτων σχολῶν [1206, 678, 1537, 774]
article-text: Οἱ ἀρμόδιοι ἐξέδωσαν ἀνακοίνωση σύμφωνα μέ τήν ὁποία ἡ ρύθμιση θά ἰσχύσει ἀπό τήν ἐρχόμενη ἑβδομάδα καί θά ἀφορᾶ ὅλους τούς ἐνδιαφερομένους. Σέ δηλώσεις του ὁ ὑπουργός ἀνέφερε ὅτι τά μέτρα κρίνονται ἀπαραίτητα γιά τήν ὁμαλή λειτουργία τῶν ὑπηρεσιῶν καί ὅτι θά ὑπάρξει συνεχής ἐνημέρωση τοῦ κοινοῦ. [6, 1357, 195, 1478]
article-text: Οἱ ἀρμόδιοι ἐξέδωσαν ἀνακοίνωση σύμφωνα μέ τήν ὁποία ἡ ρύθμιση θά ἰσχύσει ἀπό τήν ἐρχόμενη ἑβδομάδα καί θά ἀφορᾶ ὅλους τούς ἐνδιαφερομένους. Σέ δηλώσεις του ὁ ὑπουργός ἀνέφερε ὅτι τά μέτρα κρίνονται ἀπαραίτητα γιά τήν ὁμαλή λειτουργία τῶν ὑπηρεσιῶν καί ὅτι θά ὑπάρξει συνεχής ἐνημέρωση τοῦ κοινοῦ. [607, 71, 788, 191]
